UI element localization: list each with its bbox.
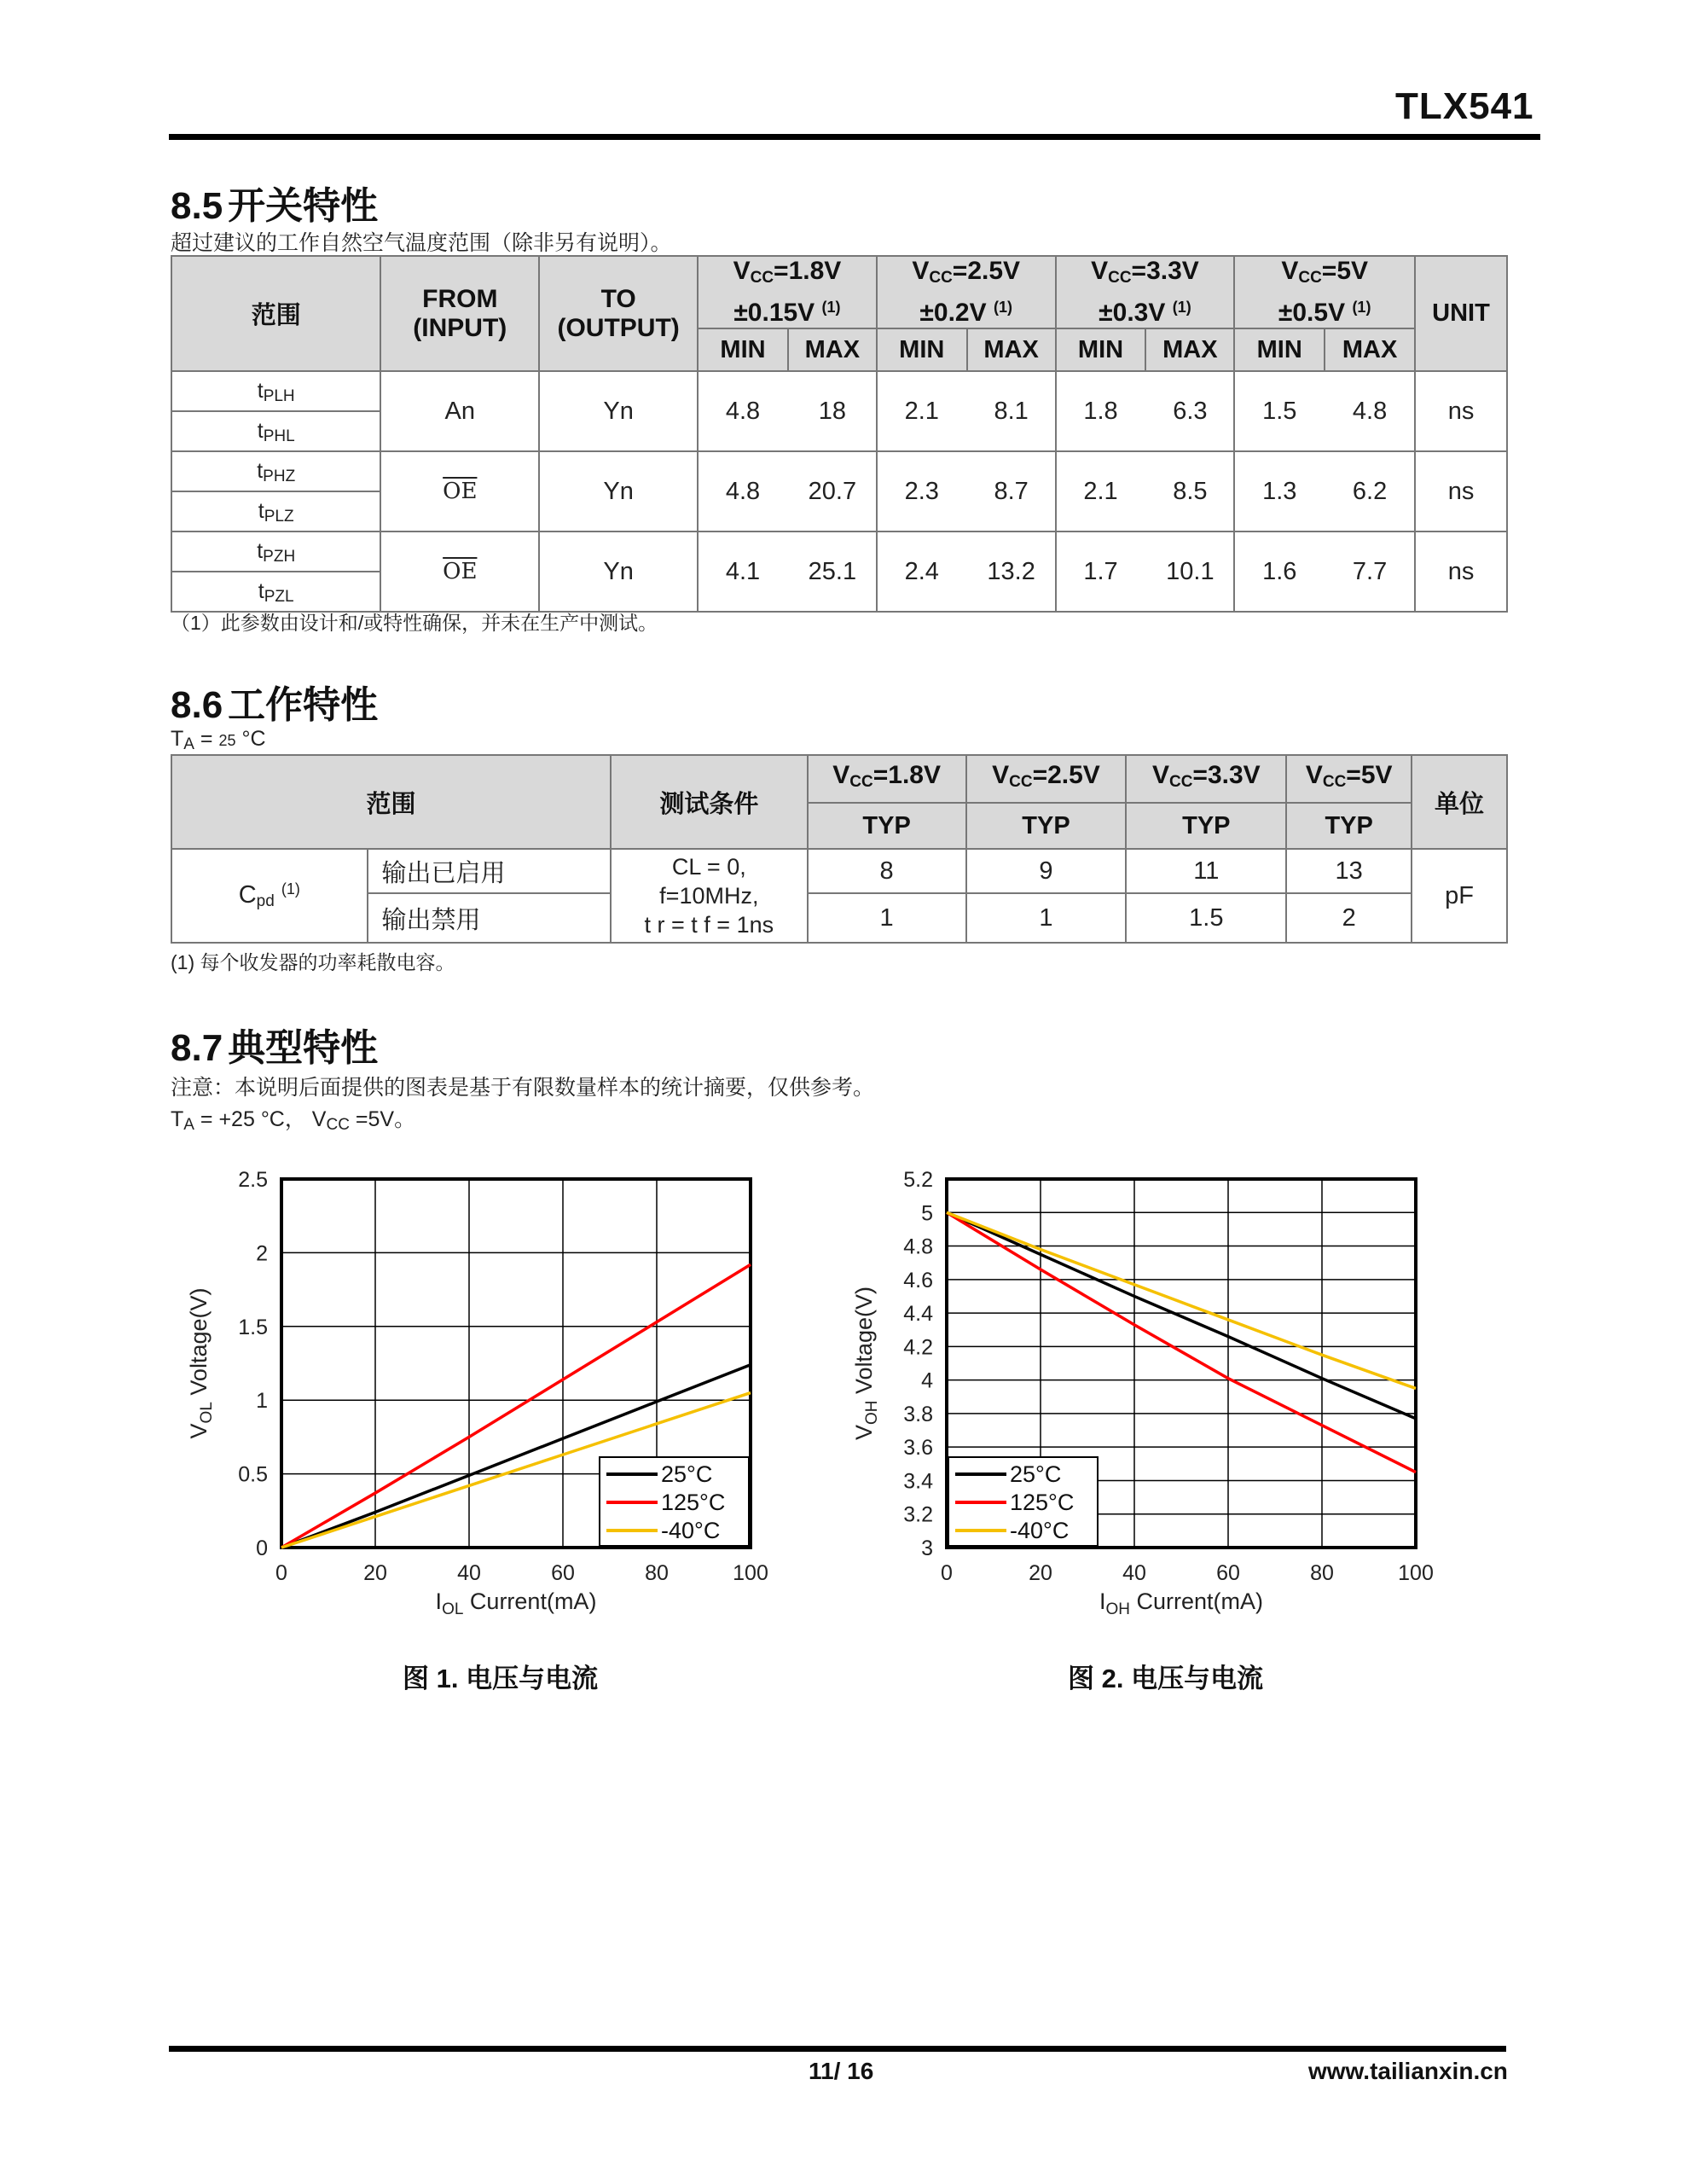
y-tick-label: 2.5 bbox=[238, 1168, 268, 1192]
param-cell bbox=[171, 451, 380, 491]
value-cell: 4.8 bbox=[698, 371, 788, 451]
x-axis-label: $I_{OH}$ Current(mA) bbox=[1099, 1589, 1264, 1618]
table-footnote: （1）此参数由设计和/或特性确保，并未在生产中测试。 bbox=[171, 612, 658, 634]
param-symbol: t bbox=[257, 419, 264, 443]
param-cell bbox=[171, 371, 380, 411]
value-cell: 8.5 bbox=[1145, 451, 1234, 531]
part-number: TLX541 bbox=[1395, 85, 1534, 127]
x-tick-label: 60 bbox=[551, 1561, 575, 1585]
th-min: MIN bbox=[877, 328, 967, 371]
to-cell: Yn bbox=[539, 531, 698, 612]
legend-label: 125°C bbox=[1010, 1490, 1075, 1515]
x-tick-label: 100 bbox=[733, 1561, 768, 1585]
value-cell: 8.7 bbox=[967, 451, 1056, 531]
param-cell bbox=[171, 491, 380, 531]
chart-vol-vs-iol bbox=[179, 1160, 793, 1655]
y-tick-label: 3.8 bbox=[903, 1402, 933, 1426]
legend-label: 25°C bbox=[661, 1461, 713, 1487]
th-test-cond: 测试条件 bbox=[611, 755, 808, 849]
y-tick-label: 1 bbox=[256, 1389, 268, 1414]
section-heading: 工作特性 bbox=[228, 684, 379, 726]
th-vcc-3: $V_{CC}=3.3V$ ±0.3V $^{(1)}$ bbox=[1056, 256, 1235, 328]
value-cell: 1.3 bbox=[1234, 451, 1325, 531]
param-symbol: t bbox=[258, 499, 264, 523]
value-cell: 2.1 bbox=[1056, 451, 1146, 531]
value-cell: 2.3 bbox=[877, 451, 967, 531]
th-from-line2: (INPUT) bbox=[413, 313, 507, 342]
y-tick-label: 5.2 bbox=[903, 1168, 933, 1192]
from-cell: $\overline{OE}$ bbox=[380, 531, 539, 612]
unit-cell: pF bbox=[1412, 849, 1507, 943]
value-cell: 18 bbox=[788, 371, 877, 451]
cell: 1 bbox=[808, 893, 966, 943]
value-cell: 20.7 bbox=[788, 451, 877, 531]
y-tick-label: 3.6 bbox=[903, 1436, 933, 1461]
value-cell: 1.6 bbox=[1234, 531, 1325, 612]
value-cell: 1.7 bbox=[1056, 531, 1146, 612]
y-tick-label: 0.5 bbox=[238, 1462, 268, 1487]
unit-cell: ns bbox=[1415, 451, 1507, 531]
y-tick-label: 3.2 bbox=[903, 1502, 933, 1527]
th-vcc-2: $V_{CC}=2.5V$ ±0.2V $^{(1)}$ bbox=[877, 256, 1056, 328]
value-cell: 6.3 bbox=[1145, 371, 1234, 451]
y-tick-label: 3 bbox=[921, 1536, 933, 1560]
param-symbol: t bbox=[257, 459, 264, 483]
section-number: 8.7 bbox=[171, 1027, 223, 1069]
th-vcc-1: $V_{CC}=1.8V$ bbox=[808, 755, 966, 803]
x-tick-label: 100 bbox=[1398, 1561, 1434, 1585]
operating-table bbox=[171, 754, 1508, 944]
x-tick-label: 0 bbox=[275, 1561, 287, 1585]
value-cell: 2.1 bbox=[877, 371, 967, 451]
y-tick-label: 2 bbox=[256, 1241, 268, 1266]
th-range: 范围 bbox=[171, 755, 611, 849]
th-to bbox=[539, 256, 698, 371]
th-min: MIN bbox=[698, 328, 788, 371]
value-cell: 2.4 bbox=[877, 531, 967, 612]
th-typ: TYP bbox=[1126, 803, 1286, 849]
legend-label: 25°C bbox=[1010, 1461, 1062, 1487]
x-tick-label: 80 bbox=[645, 1561, 669, 1585]
cell: 9 bbox=[966, 849, 1127, 893]
x-axis-label: $I_{OL}$ Current(mA) bbox=[435, 1589, 597, 1618]
th-to-line1: TO bbox=[600, 284, 636, 313]
y-tick-label: 4 bbox=[921, 1368, 933, 1393]
th-unit: UNIT bbox=[1415, 256, 1507, 371]
th-vcc-4: $V_{CC}=5V$ ±0.5V $^{(1)}$ bbox=[1234, 256, 1415, 328]
switching-table bbox=[171, 255, 1508, 613]
section-heading: 开关特性 bbox=[228, 185, 379, 227]
cell: 13 bbox=[1286, 849, 1412, 893]
section-title-8-6 bbox=[171, 674, 378, 729]
x-tick-label: 80 bbox=[1310, 1561, 1334, 1585]
cell: 1.5 bbox=[1126, 893, 1286, 943]
param-cpd: $C_{pd}$ $^{(1)}$ bbox=[171, 849, 368, 943]
param-subscript: PHL bbox=[263, 427, 295, 445]
header-rule bbox=[169, 134, 1540, 140]
param-subscript: PLH bbox=[263, 387, 295, 405]
y-tick-label: 4.4 bbox=[903, 1302, 933, 1327]
test-condition: $T_A = +25$ °C， $V_{CC} =5V$。 bbox=[171, 1107, 416, 1134]
param-cell bbox=[171, 411, 380, 451]
legend-label: -40°C bbox=[661, 1518, 721, 1543]
value-cell: 7.7 bbox=[1325, 531, 1415, 612]
x-tick-label: 40 bbox=[1122, 1561, 1146, 1585]
y-tick-label: 4.2 bbox=[903, 1335, 933, 1360]
value-cell: 4.1 bbox=[698, 531, 788, 612]
unit-cell: ns bbox=[1415, 531, 1507, 612]
section-number: 8.6 bbox=[171, 684, 223, 726]
value-cell: 4.8 bbox=[1325, 371, 1415, 451]
y-tick-label: 1.5 bbox=[238, 1315, 268, 1339]
th-max: MAX bbox=[1325, 328, 1415, 371]
section-heading: 典型特性 bbox=[228, 1027, 379, 1069]
series-line--40°C bbox=[947, 1212, 1416, 1388]
th-vcc-3: $V_{CC}=3.3V$ bbox=[1126, 755, 1286, 803]
cell: 2 bbox=[1286, 893, 1412, 943]
row-label: 输出已启用 bbox=[368, 849, 611, 893]
th-range: 范围 bbox=[171, 256, 380, 371]
legend-label: 125°C bbox=[661, 1490, 726, 1515]
value-cell: 1.5 bbox=[1234, 371, 1325, 451]
th-typ: TYP bbox=[1286, 803, 1412, 849]
th-min: MIN bbox=[1056, 328, 1146, 371]
y-tick-label: 3.4 bbox=[903, 1469, 933, 1494]
page-number: 11/ 16 bbox=[809, 2058, 874, 2084]
param-cell bbox=[171, 531, 380, 572]
x-tick-label: 40 bbox=[457, 1561, 481, 1585]
value-cell: 10.1 bbox=[1145, 531, 1234, 612]
figure-caption: 图 2. 电压与电流 bbox=[1068, 1664, 1264, 1693]
value-cell: 4.8 bbox=[698, 451, 788, 531]
cell: 8 bbox=[808, 849, 966, 893]
y-tick-label: 4.8 bbox=[903, 1234, 933, 1259]
th-unit: 单位 bbox=[1412, 755, 1507, 849]
legend-label: -40°C bbox=[1010, 1518, 1070, 1543]
from-cell: $\overline{OE}$ bbox=[380, 451, 539, 531]
th-typ: TYP bbox=[966, 803, 1127, 849]
y-axis-label: $V_{OH}$ Voltage(V) bbox=[851, 1286, 881, 1441]
value-cell: 13.2 bbox=[967, 531, 1056, 612]
x-tick-label: 60 bbox=[1216, 1561, 1240, 1585]
th-from-line1: FROM bbox=[422, 284, 498, 313]
th-from bbox=[380, 256, 539, 371]
th-min: MIN bbox=[1234, 328, 1325, 371]
section-number: 8.5 bbox=[171, 185, 223, 227]
y-tick-label: 4.6 bbox=[903, 1268, 933, 1292]
row-label: 输出禁用 bbox=[368, 893, 611, 943]
param-subscript: PLZ bbox=[264, 508, 294, 526]
x-tick-label: 20 bbox=[1029, 1561, 1052, 1585]
value-cell: 6.2 bbox=[1325, 451, 1415, 531]
value-cell: 1.8 bbox=[1056, 371, 1146, 451]
from-cell: An bbox=[380, 371, 539, 451]
test-conditions: CL = 0, f=10MHz, t r = t f = 1ns bbox=[611, 849, 808, 943]
param-cell bbox=[171, 572, 380, 612]
th-max: MAX bbox=[1145, 328, 1234, 371]
to-cell: Yn bbox=[539, 451, 698, 531]
section-title-8-7 bbox=[171, 1017, 378, 1072]
x-tick-label: 20 bbox=[363, 1561, 387, 1585]
th-typ: TYP bbox=[808, 803, 966, 849]
param-subscript: PZL bbox=[264, 588, 294, 606]
param-symbol: t bbox=[257, 379, 264, 403]
y-axis-label: $V_{OL}$ Voltage(V) bbox=[186, 1287, 216, 1439]
unit-cell: ns bbox=[1415, 371, 1507, 451]
th-vcc-4: $V_{CC}=5V$ bbox=[1286, 755, 1412, 803]
series-line-125°C bbox=[947, 1212, 1416, 1472]
chart-voh-vs-ioh bbox=[844, 1160, 1458, 1655]
param-symbol: t bbox=[258, 579, 264, 603]
value-cell: 8.1 bbox=[967, 371, 1056, 451]
param-subscript: PHZ bbox=[263, 468, 296, 485]
section-title-8-5 bbox=[171, 175, 378, 229]
section-subtitle: 超过建议的工作自然空气温度范围（除非另有说明）。 bbox=[171, 231, 672, 255]
series-line-25°C bbox=[947, 1212, 1416, 1419]
section-note: 注意：本说明后面提供的图表是基于有限数量样本的统计摘要，仅供参考。 bbox=[171, 1076, 875, 1100]
value-cell: 25.1 bbox=[788, 531, 877, 612]
table-footnote: (1) 每个收发器的功率耗散电容。 bbox=[171, 951, 455, 973]
th-max: MAX bbox=[788, 328, 877, 371]
website: www.tailianxin.cn bbox=[1308, 2058, 1508, 2084]
th-vcc-1: $V_{CC}=1.8V$ ±0.15V $^{(1)}$ bbox=[698, 256, 877, 328]
cell: 1 bbox=[966, 893, 1127, 943]
footer-rule bbox=[169, 2046, 1506, 2052]
y-tick-label: 0 bbox=[256, 1536, 268, 1560]
th-vcc-2: $V_{CC}=2.5V$ bbox=[966, 755, 1127, 803]
th-max: MAX bbox=[967, 328, 1056, 371]
cell: 11 bbox=[1126, 849, 1286, 893]
param-symbol: t bbox=[257, 539, 264, 563]
x-tick-label: 0 bbox=[941, 1561, 953, 1585]
param-subscript: PZH bbox=[263, 548, 296, 566]
th-to-line2: (OUTPUT) bbox=[557, 313, 680, 342]
y-tick-label: 5 bbox=[921, 1201, 933, 1226]
figure-caption: 图 1. 电压与电流 bbox=[403, 1664, 599, 1693]
to-cell: Yn bbox=[539, 371, 698, 451]
ta-condition: $T_A = 25$ °C bbox=[171, 727, 266, 753]
